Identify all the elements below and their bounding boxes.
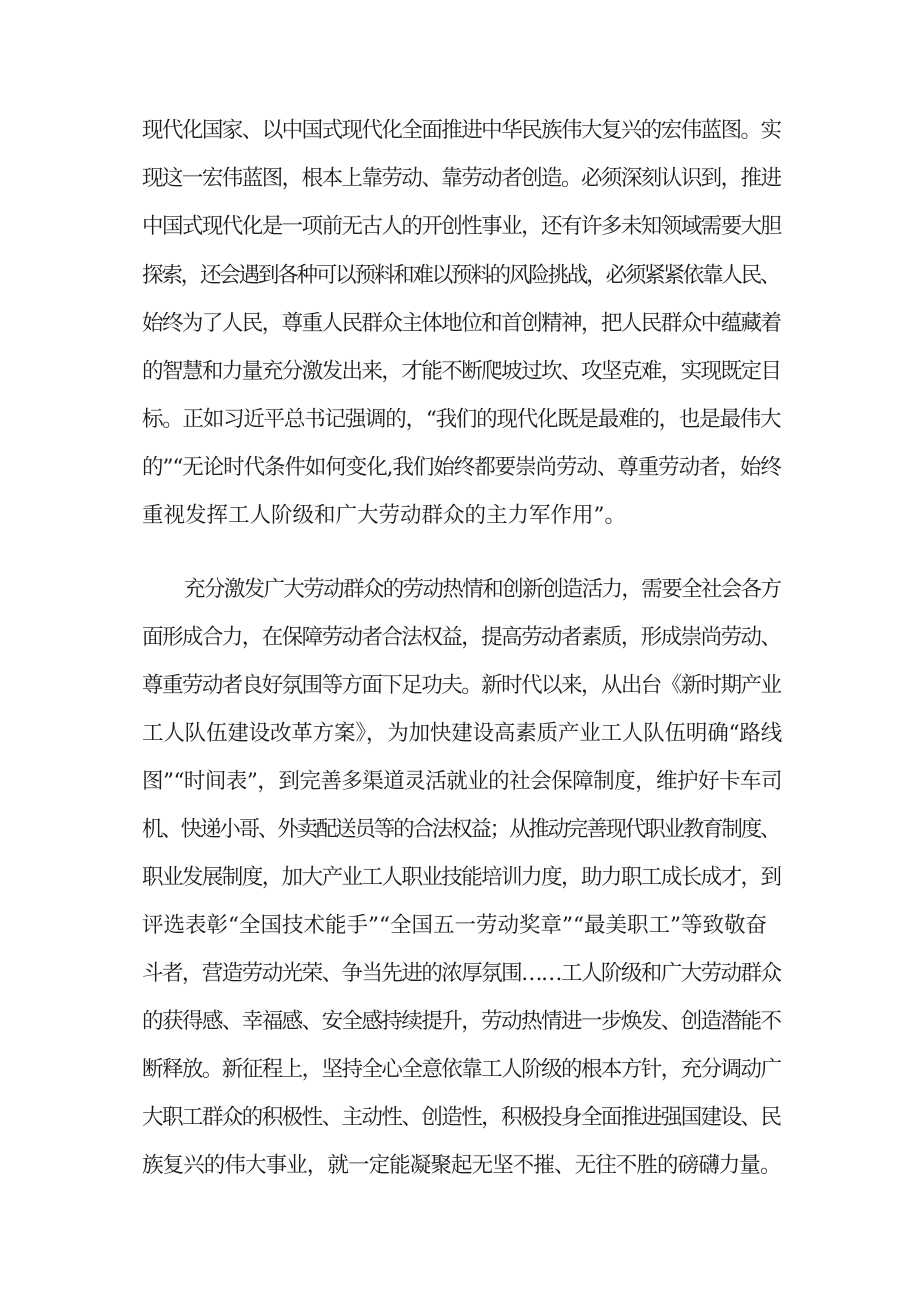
paragraph-2-line: 族复兴的伟大事业，就一定能凝聚起无坚不摧、无往不胜的磅礴力量。 bbox=[142, 1153, 781, 1178]
paragraph-2-line: 评选表彰“全国技术能手”“全国五一劳动奖章”“最美职工”等致敬奋 bbox=[142, 913, 767, 938]
paragraph-1-line: 现代化国家、以中国式现代化全面推进中华民族伟大复兴的宏伟蓝图。实 bbox=[142, 118, 781, 143]
paragraph-2-line: 大职工群众的积极性、主动性、创造性，积极投身全面推进强国建设、民 bbox=[142, 1105, 781, 1130]
paragraph-2-line: 图”“时间表”，到完善多渠道灵活就业的社会保障制度，维护好卡车司 bbox=[142, 769, 782, 794]
paragraph-2-line: 机、快递小哥、外卖配送员等的合法权益；从推动完善现代职业教育制度、 bbox=[142, 817, 780, 842]
paragraph-2-line: 面形成合力，在保障劳动者合法权益，提高劳动者素质，形成崇尚劳动、 bbox=[142, 625, 781, 650]
paragraph-1-line: 探索，还会遇到各种可以预料和难以预料的风险挑战，必须紧紧依靠人民、 bbox=[142, 263, 780, 288]
paragraph-2-line: 工人队伍建设改革方案》，为加快建设高素质产业工人队伍明确“路线 bbox=[142, 721, 783, 746]
paragraph-1-line: 的”“无论时代条件如何变化,我们始终都要崇尚劳动、尊重劳动者，始终 bbox=[142, 455, 781, 480]
paragraph-1-line: 标。正如习近平总书记强调的，“我们的现代化既是最难的，也是最伟大 bbox=[142, 407, 781, 432]
paragraph-1-line: 的智慧和力量充分激发出来，才能不断爬坡过坎、攻坚克难，实现既定目 bbox=[142, 359, 781, 384]
paragraph-2-line: 的获得感、幸福感、安全感持续提升，劳动热情进一步焕发、创造潜能不 bbox=[142, 1009, 781, 1034]
paragraph-2-line: 职业发展制度，加大产业工人职业技能培训力度，助力职工成长成才，到 bbox=[142, 865, 781, 890]
paragraph-1-line: 始终为了人民，尊重人民群众主体地位和首创精神，把人民群众中蕴藏着 bbox=[142, 311, 781, 336]
paragraph-1-line: 现这一宏伟蓝图，根本上靠劳动、靠劳动者创造。必须深刻认识到，推进 bbox=[142, 166, 781, 191]
paragraph-2-line: 尊重劳动者良好氛围等方面下足功夫。新时代以来，从出台《新时期产业 bbox=[142, 673, 781, 698]
paragraph-2-line: 断释放。新征程上，坚持全心全意依靠工人阶级的根本方针，充分调动广 bbox=[142, 1057, 781, 1082]
paragraph-1-line: 中国式现代化是一项前无古人的开创性事业，还有许多未知领域需要大胆 bbox=[142, 214, 781, 239]
paragraph-2-line: 斗者，营造劳动光荣、争当先进的浓厚氛围……工人阶级和广大劳动群众 bbox=[142, 961, 781, 986]
paragraph-2-line: 充分激发广大劳动群众的劳动热情和创新创造活力，需要全社会各方 bbox=[184, 577, 781, 602]
paragraph-1-line: 重视发挥工人阶级和广大劳动群众的主力军作用”。 bbox=[142, 503, 626, 528]
